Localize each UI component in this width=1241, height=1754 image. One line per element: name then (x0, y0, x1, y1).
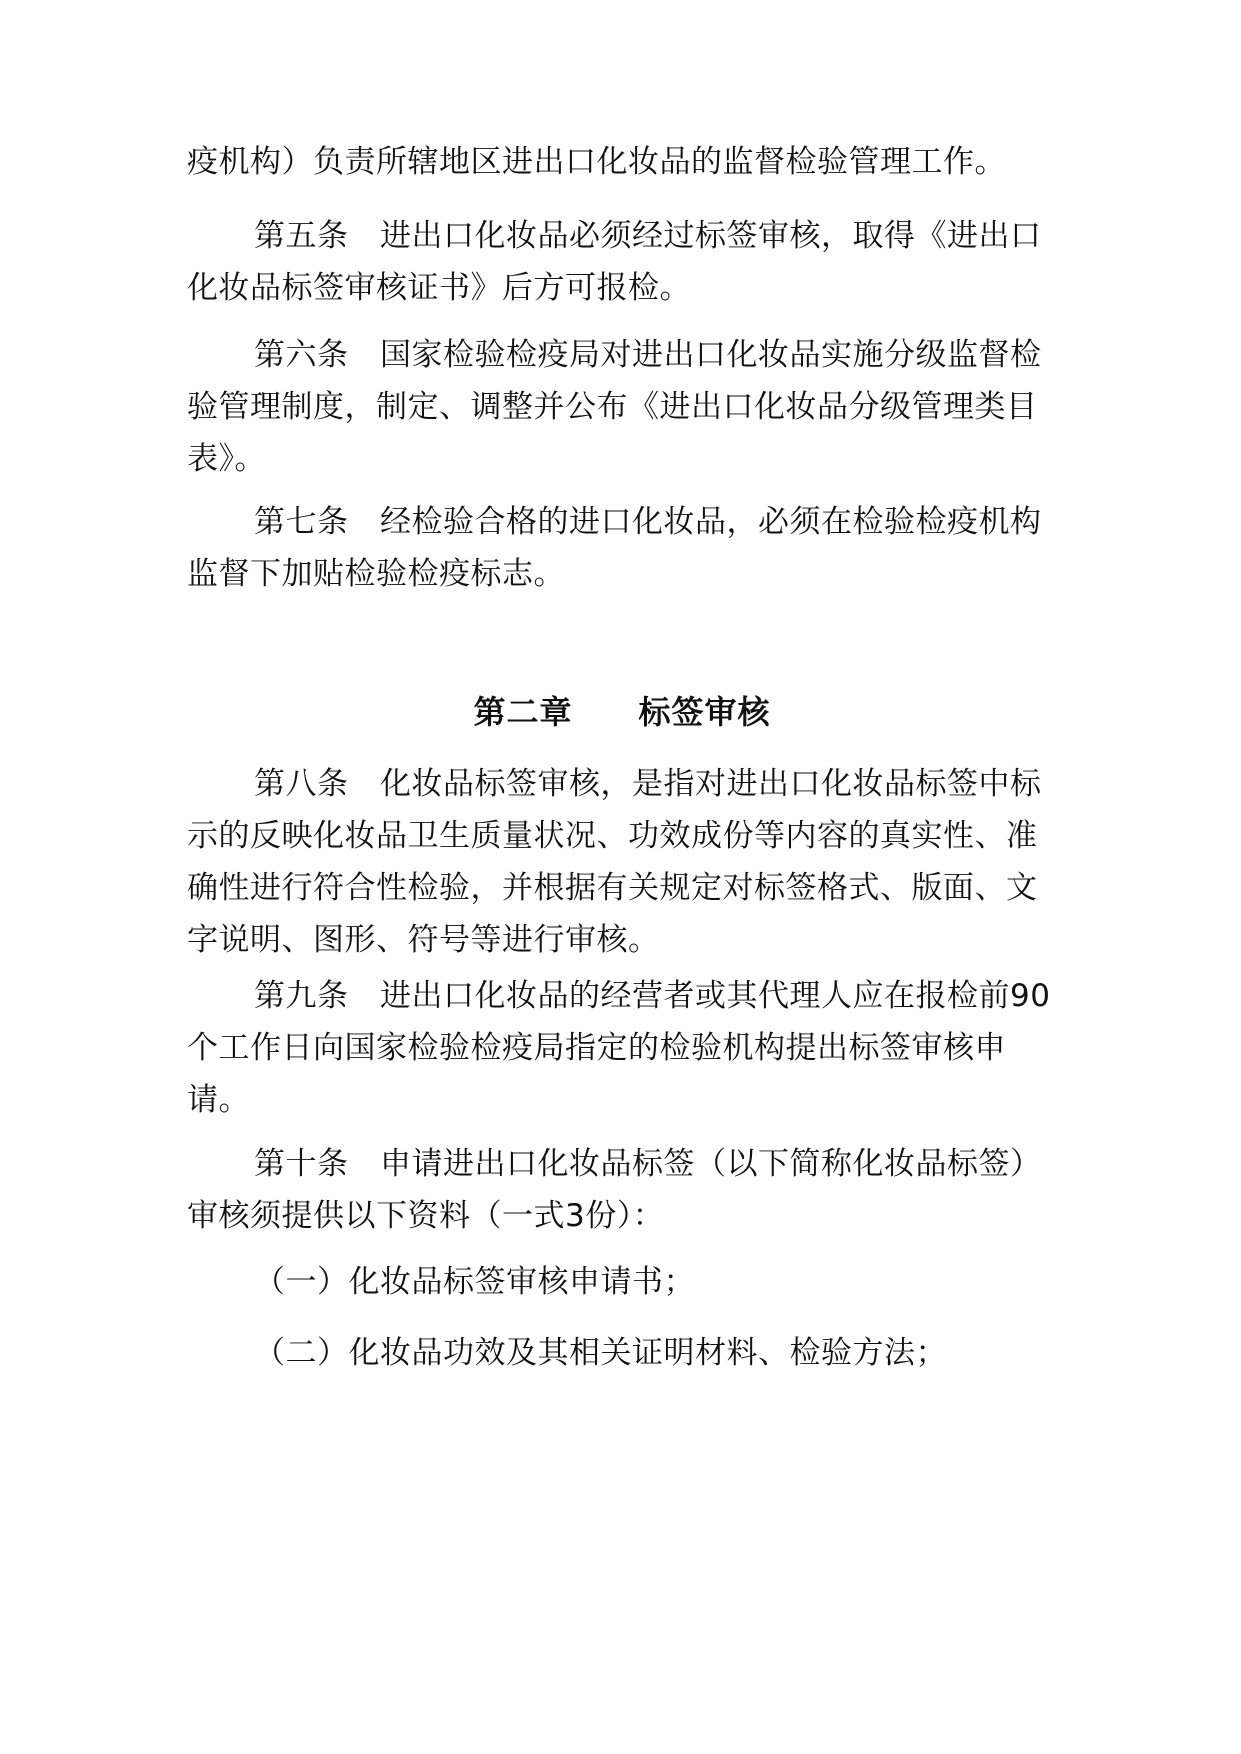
paragraph-intro: 疫机构）负责所辖地区进出口化妆品的监督检验管理工作。 (187, 144, 1006, 180)
article-7: 第七条 经检验合格的进口化妆品，必须在检验检疫机构监督下加贴检验检疫标志。 (187, 504, 1042, 592)
article-8: 第八条 化妆品标签审核，是指对进出口化妆品标签中标示的反映化妆品卫生质量状况、功效成份等内容的真实性、准确性进行符合性检验，并根据有关规定对标签格式、版面、文字说明、图形、符号等进行审核。 (187, 766, 1042, 958)
article-10: 第十条 申请进出口化妆品标签（以下简称化妆品标签）审核须提供以下资料（一式3份）： (187, 1146, 1042, 1234)
list-item-2: （二）化妆品功效及其相关证明材料、检验方法； (254, 1335, 947, 1371)
document-page (187, 0, 1057, 1754)
article-9: 第九条 进出口化妆品的经营者或其代理人应在报检前90个工作日向国家检验检疫局指定的检验机构提出标签审核申请。 (187, 978, 1051, 1118)
article-6: 第六条 国家检验检疫局对进出口化妆品实施分级监督检验管理制度，制定、调整并公布《进出口化妆品分级管理类目表》。 (187, 337, 1042, 477)
list-item-1: （一）化妆品标签审核申请书； (254, 1264, 695, 1300)
article-5: 第五条 进出口化妆品必须经过标签审核，取得《进出口化妆品标签审核证书》后方可报检。 (187, 218, 1042, 306)
chapter-heading: 第二章 标签审核 (473, 693, 771, 731)
